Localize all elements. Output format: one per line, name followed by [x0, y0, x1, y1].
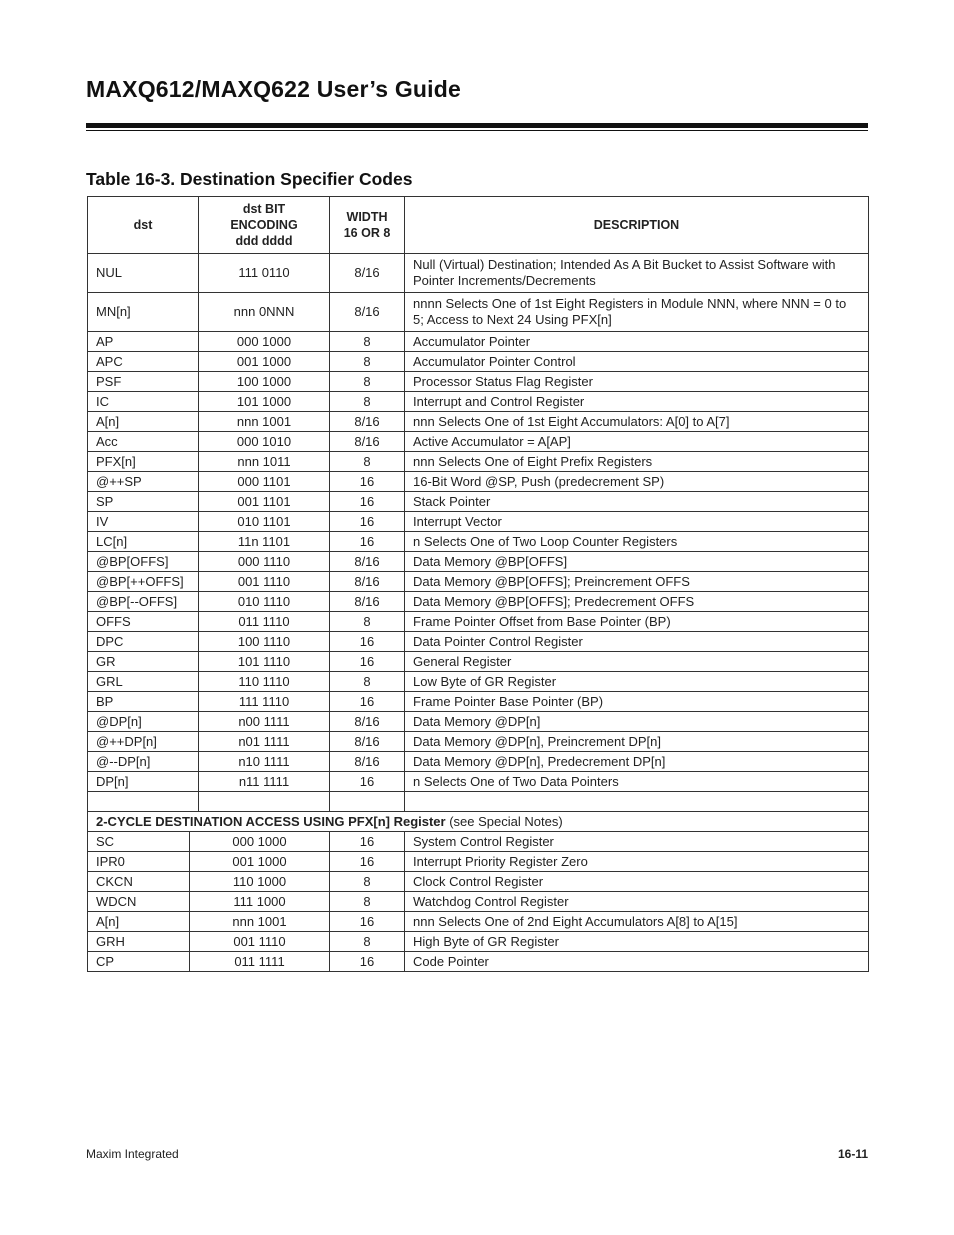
- header-encoding: [199, 197, 330, 254]
- destination-codes-table: [87, 196, 869, 972]
- blank-row: [88, 792, 869, 812]
- table-header-row: [88, 197, 869, 254]
- encoding-cell: 101 1000: [199, 392, 330, 412]
- dst-cell: PSF: [88, 372, 199, 392]
- table-title: Table 16-3. Destination Specifier Codes: [86, 169, 413, 189]
- encoding-cell: 011 1111: [190, 952, 330, 972]
- width-cell: 16: [330, 652, 405, 672]
- description-cell: Data Memory @BP[OFFS]; Predecrement OFFS: [405, 592, 869, 612]
- encoding-cell: 000 1010: [199, 432, 330, 452]
- encoding-cell: n10 1111: [199, 752, 330, 772]
- description-cell: Data Memory @BP[OFFS]; Preincrement OFFS: [405, 572, 869, 592]
- width-cell: 16: [330, 952, 405, 972]
- description-cell: Data Memory @DP[n]: [405, 712, 869, 732]
- table-row: [88, 492, 869, 512]
- width-cell: 16: [330, 912, 405, 932]
- table-row: [88, 392, 869, 412]
- width-cell: 16: [330, 492, 405, 512]
- description-cell: General Register: [405, 652, 869, 672]
- encoding-cell: 000 1000: [190, 832, 330, 852]
- width-cell: 8: [330, 672, 405, 692]
- encoding-cell: 110 1000: [190, 872, 330, 892]
- table-row: [88, 872, 869, 892]
- table-row: [88, 652, 869, 672]
- encoding-cell: nnn 0NNN: [199, 293, 330, 332]
- dst-cell: @BP[OFFS]: [88, 552, 199, 572]
- description-cell: Processor Status Flag Register: [405, 372, 869, 392]
- width-cell: 8/16: [330, 732, 405, 752]
- encoding-cell: nnn 1001: [190, 912, 330, 932]
- width-cell: 8/16: [330, 592, 405, 612]
- description-cell: High Byte of GR Register: [405, 932, 869, 952]
- description-cell: nnnn Selects One of 1st Eight Registers in Module NNN, where NNN = 0 to 5; Access to Next 24 Using PFX[n]: [405, 293, 869, 332]
- description-cell: Interrupt and Control Register: [405, 392, 869, 412]
- table-row: [88, 432, 869, 452]
- header-width-line2: 16 OR 8: [343, 226, 391, 240]
- encoding-cell: 011 1110: [199, 612, 330, 632]
- description-cell: nnn Selects One of Eight Prefix Registers: [405, 452, 869, 472]
- width-cell: 8/16: [330, 293, 405, 332]
- width-cell: 16: [330, 692, 405, 712]
- header-width-line1: WIDTH: [346, 210, 388, 224]
- section-heading: [88, 812, 869, 832]
- width-cell: 8: [330, 932, 405, 952]
- encoding-cell: n00 1111: [199, 712, 330, 732]
- encoding-cell: 010 1101: [199, 512, 330, 532]
- width-cell: 8: [330, 872, 405, 892]
- table-row: [88, 254, 869, 293]
- dst-cell: A[n]: [88, 412, 199, 432]
- table-row: [88, 892, 869, 912]
- dst-cell: IC: [88, 392, 199, 412]
- header-dst: dst: [88, 197, 199, 254]
- description-cell: Accumulator Pointer: [405, 332, 869, 352]
- table-row: [88, 752, 869, 772]
- encoding-cell: 111 0110: [199, 254, 330, 293]
- table-row: [88, 532, 869, 552]
- table-row: [88, 952, 869, 972]
- dst-cell: CKCN: [88, 872, 190, 892]
- encoding-cell: nnn 1001: [199, 412, 330, 432]
- width-cell: 8/16: [330, 572, 405, 592]
- description-cell: Interrupt Priority Register Zero: [405, 852, 869, 872]
- width-cell: 8: [330, 332, 405, 352]
- table-row: [88, 332, 869, 352]
- encoding-cell: n01 1111: [199, 732, 330, 752]
- dst-cell: NUL: [88, 254, 199, 293]
- section-heading-bold: 2-CYCLE DESTINATION ACCESS USING PFX[n] Register: [96, 813, 446, 829]
- width-cell: 8: [330, 892, 405, 912]
- table-row: [88, 512, 869, 532]
- description-cell: Watchdog Control Register: [405, 892, 869, 912]
- description-cell: Accumulator Pointer Control: [405, 352, 869, 372]
- width-cell: 8/16: [330, 254, 405, 293]
- dst-cell: WDCN: [88, 892, 190, 912]
- description-cell: Low Byte of GR Register: [405, 672, 869, 692]
- section-row: [88, 812, 869, 832]
- encoding-cell: 11n 1101: [199, 532, 330, 552]
- dst-cell: @--DP[n]: [88, 752, 199, 772]
- table-row: [88, 912, 869, 932]
- header-width: [330, 197, 405, 254]
- dst-cell: GRL: [88, 672, 199, 692]
- description-cell: Clock Control Register: [405, 872, 869, 892]
- encoding-cell: 100 1110: [199, 632, 330, 652]
- width-cell: 8: [330, 452, 405, 472]
- table-row: [88, 932, 869, 952]
- encoding-cell: nnn 1011: [199, 452, 330, 472]
- width-cell: 8/16: [330, 412, 405, 432]
- description-cell: nnn Selects One of 2nd Eight Accumulators A[8] to A[15]: [405, 912, 869, 932]
- dst-cell: @++DP[n]: [88, 732, 199, 752]
- description-cell: nnn Selects One of 1st Eight Accumulators: A[0] to A[7]: [405, 412, 869, 432]
- table-row: [88, 672, 869, 692]
- description-cell: n Selects One of Two Loop Counter Registers: [405, 532, 869, 552]
- dst-cell: BP: [88, 692, 199, 712]
- table-row: [88, 612, 869, 632]
- dst-cell: APC: [88, 352, 199, 372]
- dst-cell: IV: [88, 512, 199, 532]
- dst-cell: CP: [88, 952, 190, 972]
- blank-cell: [199, 792, 330, 812]
- encoding-cell: 110 1110: [199, 672, 330, 692]
- dst-cell: GR: [88, 652, 199, 672]
- encoding-cell: 000 1000: [199, 332, 330, 352]
- dst-cell: SP: [88, 492, 199, 512]
- width-cell: 16: [330, 532, 405, 552]
- dst-cell: DP[n]: [88, 772, 199, 792]
- width-cell: 16: [330, 512, 405, 532]
- table-row: [88, 572, 869, 592]
- footer-page-number: 16-11: [837, 1147, 868, 1161]
- dst-cell: LC[n]: [88, 532, 199, 552]
- width-cell: 16: [330, 632, 405, 652]
- dst-cell: IPR0: [88, 852, 190, 872]
- description-cell: 16-Bit Word @SP, Push (predecrement SP): [405, 472, 869, 492]
- encoding-cell: n11 1111: [199, 772, 330, 792]
- table-row: [88, 372, 869, 392]
- width-cell: 16: [330, 772, 405, 792]
- description-cell: Null (Virtual) Destination; Intended As A Bit Bucket to Assist Software with Pointer Increments/Decrements: [405, 254, 869, 293]
- dst-cell: @++SP: [88, 472, 199, 492]
- width-cell: 8/16: [330, 712, 405, 732]
- description-cell: Data Memory @DP[n], Predecrement DP[n]: [405, 752, 869, 772]
- blank-cell: [330, 792, 405, 812]
- encoding-cell: 010 1110: [199, 592, 330, 612]
- description-cell: Code Pointer: [405, 952, 869, 972]
- width-cell: 8/16: [330, 552, 405, 572]
- table-row: [88, 472, 869, 492]
- dst-cell: @DP[n]: [88, 712, 199, 732]
- encoding-cell: 111 1110: [199, 692, 330, 712]
- description-cell: Stack Pointer: [405, 492, 869, 512]
- encoding-cell: 001 1000: [199, 352, 330, 372]
- dst-cell: PFX[n]: [88, 452, 199, 472]
- dst-cell: DPC: [88, 632, 199, 652]
- encoding-cell: 001 1101: [199, 492, 330, 512]
- table-row: [88, 412, 869, 432]
- encoding-cell: 000 1110: [199, 552, 330, 572]
- width-cell: 16: [330, 832, 405, 852]
- encoding-cell: 101 1110: [199, 652, 330, 672]
- header-rule-thick: [86, 123, 868, 128]
- description-cell: Interrupt Vector: [405, 512, 869, 532]
- description-cell: Frame Pointer Base Pointer (BP): [405, 692, 869, 712]
- table-row: [88, 552, 869, 572]
- blank-cell: [405, 792, 869, 812]
- footer-company: Maxim Integrated: [86, 1147, 179, 1161]
- header-encoding-line3: ddd dddd: [235, 234, 293, 248]
- table-row: [88, 772, 869, 792]
- width-cell: 8/16: [330, 432, 405, 452]
- width-cell: 8: [330, 612, 405, 632]
- document-title: MAXQ612/MAXQ622 User’s Guide: [86, 76, 462, 102]
- encoding-cell: 001 1000: [190, 852, 330, 872]
- dst-cell: @BP[--OFFS]: [88, 592, 199, 612]
- encoding-cell: 111 1000: [190, 892, 330, 912]
- section-heading-note: (see Special Notes): [445, 813, 563, 829]
- description-cell: Data Memory @BP[OFFS]: [405, 552, 869, 572]
- width-cell: 8/16: [330, 752, 405, 772]
- table-row: [88, 692, 869, 712]
- dst-cell: SC: [88, 832, 190, 852]
- description-cell: Data Memory @DP[n], Preincrement DP[n]: [405, 732, 869, 752]
- encoding-cell: 000 1101: [199, 472, 330, 492]
- dst-cell: OFFS: [88, 612, 199, 632]
- dst-cell: AP: [88, 332, 199, 352]
- width-cell: 8: [330, 372, 405, 392]
- table-row: [88, 712, 869, 732]
- table-row: [88, 732, 869, 752]
- header-encoding-line2: ENCODING: [230, 218, 298, 232]
- header-description: DESCRIPTION: [405, 197, 869, 254]
- width-cell: 16: [330, 472, 405, 492]
- dst-cell: Acc: [88, 432, 199, 452]
- dst-cell: @BP[++OFFS]: [88, 572, 199, 592]
- dst-cell: MN[n]: [88, 293, 199, 332]
- width-cell: 16: [330, 852, 405, 872]
- table-row: [88, 592, 869, 612]
- header-rule-thin: [86, 130, 868, 131]
- header-encoding-line1: dst BIT: [242, 202, 286, 216]
- description-cell: System Control Register: [405, 832, 869, 852]
- encoding-cell: 001 1110: [199, 572, 330, 592]
- description-cell: n Selects One of Two Data Pointers: [405, 772, 869, 792]
- description-cell: Frame Pointer Offset from Base Pointer (BP): [405, 612, 869, 632]
- table-row: [88, 352, 869, 372]
- dst-cell: GRH: [88, 932, 190, 952]
- width-cell: 8: [330, 392, 405, 412]
- encoding-cell: 001 1110: [190, 932, 330, 952]
- dst-cell: A[n]: [88, 912, 190, 932]
- encoding-cell: 100 1000: [199, 372, 330, 392]
- description-cell: Data Pointer Control Register: [405, 632, 869, 652]
- table-row: [88, 293, 869, 332]
- table-row: [88, 852, 869, 872]
- description-cell: Active Accumulator = A[AP]: [405, 432, 869, 452]
- width-cell: 8: [330, 352, 405, 372]
- table-row: [88, 632, 869, 652]
- table-row: [88, 452, 869, 472]
- blank-cell: [88, 792, 199, 812]
- table-row: [88, 832, 869, 852]
